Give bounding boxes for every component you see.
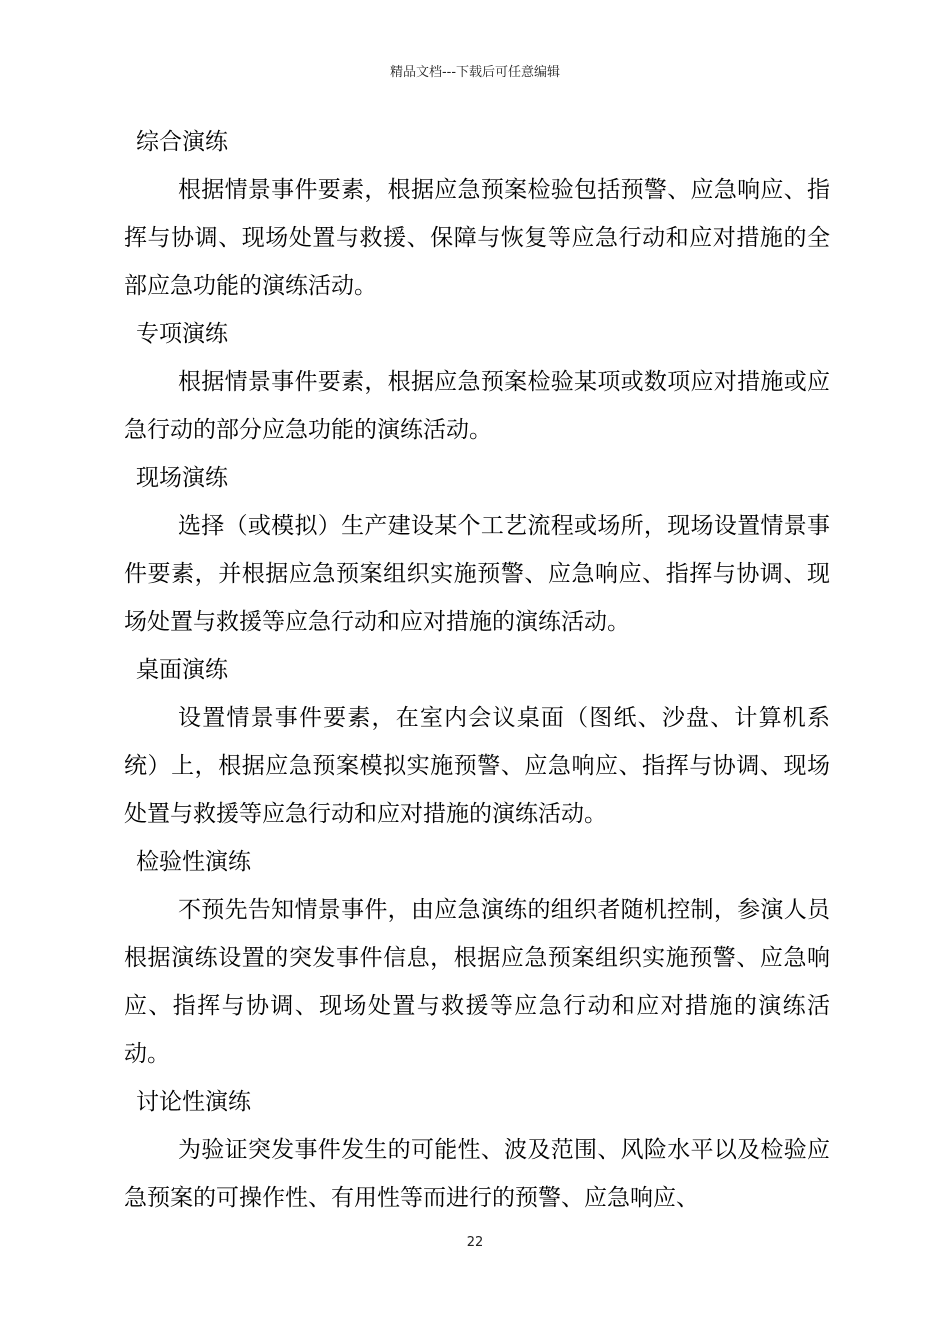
section-body-tabletop-drill: 设置情景事件要素，在室内会议桌面（图纸、沙盘、计算机系统）上，根据应急预案模拟实施预警、应急响应、指挥与协调、现场处置与救援等应急行动和应对措施的演练活动。	[124, 705, 830, 827]
section-body-test-drill: 不预先告知情景事件，由应急演练的组织者随机控制，参演人员根据演练设置的突发事件信息，根据应急预案组织实施预警、应急响应、指挥与协调、现场处置与救援等应急行动和应对措施的演练活动。	[124, 897, 830, 1067]
section-title-field-drill: 现场演练	[136, 465, 228, 491]
section-body-comprehensive-drill: 根据情景事件要素，根据应急预案检验包括预警、应急响应、指挥与协调、现场处置与救援、保障与恢复等应急行动和应对措施的全部应急功能的演练活动。	[124, 177, 830, 299]
section-title-tabletop-drill: 桌面演练	[136, 657, 228, 683]
section-body-discussion-drill: 为验证突发事件发生的可能性、波及范围、风险水平以及检验应急预案的可操作性、有用性等而进行的预警、应急响应、	[124, 1137, 830, 1211]
page-header: 精品文档---下载后可任意编辑	[389, 65, 561, 80]
document-content	[124, 118, 830, 1222]
section-body-special-drill: 根据情景事件要素，根据应急预案检验某项或数项应对措施或应急行动的部分应急功能的演练活动。	[124, 369, 830, 443]
section-title-comprehensive-drill: 综合演练	[136, 129, 228, 155]
section-body-field-drill: 选择（或模拟）生产建设某个工艺流程或场所，现场设置情景事件要素，并根据应急预案组织实施预警、应急响应、指挥与协调、现场处置与救援等应急行动和应对措施的演练活动。	[124, 513, 830, 635]
page-number: 22	[466, 1235, 484, 1250]
section-title-discussion-drill: 讨论性演练	[136, 1089, 251, 1115]
section-title-test-drill: 检验性演练	[136, 849, 251, 875]
section-title-special-drill: 专项演练	[136, 321, 228, 347]
